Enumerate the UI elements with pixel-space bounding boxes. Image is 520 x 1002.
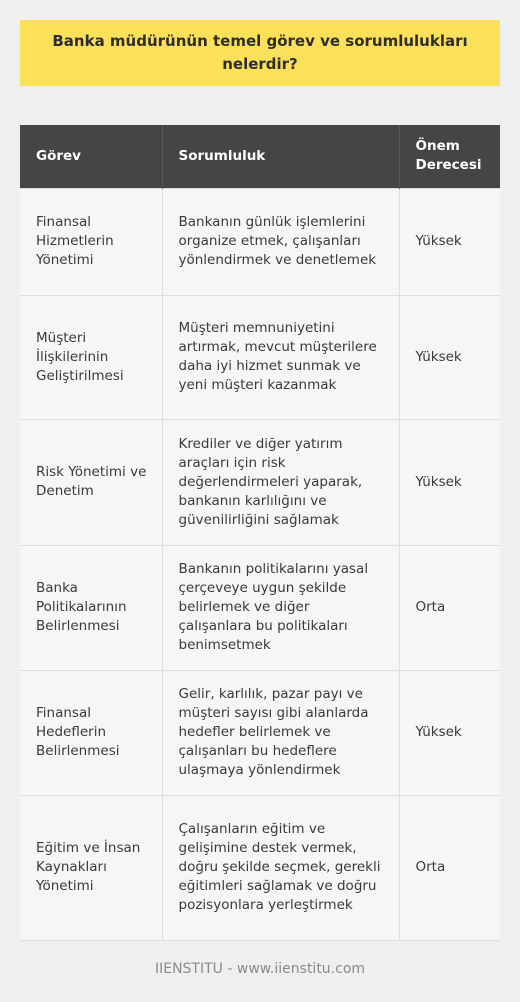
column-header-task: Görev <box>20 125 162 188</box>
importance-cell: Yüksek <box>399 419 500 545</box>
table-row <box>20 545 500 670</box>
table-row <box>20 795 500 940</box>
table-row <box>20 670 500 795</box>
task-cell: Banka Politikalarının Belirlenmesi <box>20 545 162 670</box>
importance-cell: Yüksek <box>399 670 500 795</box>
importance-cell: Orta <box>399 795 500 940</box>
responsibility-cell: Bankanın günlük işlemlerini organize etmek, çalışanları yönlendirmek ve denetlemek <box>162 188 399 295</box>
responsibility-cell: Müşteri memnuniyetini artırmak, mevcut müşterilere daha iyi hizmet sunmak ve yeni müşteri kazanmak <box>162 295 399 419</box>
column-header-importance: Önem Derecesi <box>399 125 500 188</box>
importance-cell: Yüksek <box>399 188 500 295</box>
responsibility-cell: Çalışanların eğitim ve gelişimine destek vermek, doğru şekilde seçmek, gerekli eğitimleri sağlamak ve doğru pozisyonlara yerleştirmek <box>162 795 399 940</box>
title-banner <box>20 20 500 86</box>
task-cell: Eğitim ve İnsan Kaynakları Yönetimi <box>20 795 162 940</box>
responsibilities-table <box>20 125 500 941</box>
task-cell: Finansal Hizmetlerin Yönetimi <box>20 188 162 295</box>
page-title: Banka müdürünün temel görev ve sorumlulukları nelerdir? <box>52 32 468 73</box>
table-row <box>20 295 500 419</box>
importance-cell: Orta <box>399 545 500 670</box>
footer-credit: IIENSTITU - www.iienstitu.com <box>154 961 366 977</box>
column-header-responsibility: Sorumluluk <box>162 125 399 188</box>
task-cell: Finansal Hedeflerin Belirlenmesi <box>20 670 162 795</box>
table-row <box>20 188 500 295</box>
responsibility-cell: Gelir, karlılık, pazar payı ve müşteri sayısı gibi alanlarda hedefler belirlemek ve çalışanları bu hedeflere ulaşmaya yönlendirmek <box>162 670 399 795</box>
table-row <box>20 419 500 545</box>
importance-cell: Yüksek <box>399 295 500 419</box>
task-cell: Risk Yönetimi ve Denetim <box>20 419 162 545</box>
table-header-row <box>20 125 500 188</box>
responsibility-cell: Bankanın politikalarını yasal çerçeveye uygun şekilde belirlemek ve diğer çalışanlara bu politikaları benimsetmek <box>162 545 399 670</box>
responsibility-cell: Krediler ve diğer yatırım araçları için risk değerlendirmeleri yaparak, bankanın karlılığını ve güvenilirliğini sağlamak <box>162 419 399 545</box>
task-cell: Müşteri İlişkilerinin Geliştirilmesi <box>20 295 162 419</box>
